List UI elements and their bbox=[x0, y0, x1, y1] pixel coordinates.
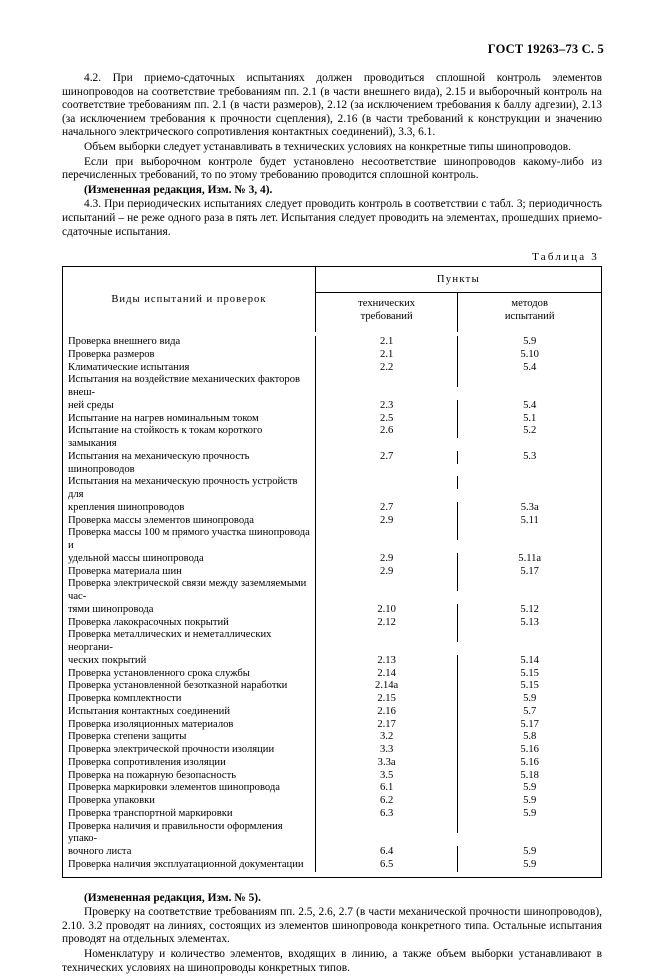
table-cell-requirement: 2.9 bbox=[316, 553, 459, 566]
table-cell-requirement: 2.14 bbox=[316, 668, 459, 681]
table-cell-method bbox=[458, 629, 601, 642]
table-cell-kind: Испытания на механическую прочность шинопроводов bbox=[63, 451, 316, 477]
table-cell-method: 5.9 bbox=[523, 846, 537, 858]
table-cell-requirement: 2.9 bbox=[316, 566, 459, 579]
table-cell-requirement: 2.16 bbox=[316, 706, 459, 719]
table-cell-requirement bbox=[316, 578, 459, 591]
table-row bbox=[63, 515, 601, 528]
table-row bbox=[63, 744, 601, 757]
table-row bbox=[63, 680, 601, 693]
table-cell-kind: Проверка сопротивления изоляции bbox=[63, 757, 316, 770]
table-row bbox=[63, 374, 601, 400]
table-row bbox=[63, 476, 601, 502]
table-row bbox=[63, 566, 601, 579]
table-cell-method: 5.11а bbox=[518, 552, 542, 564]
table-caption: Таблица 3 bbox=[532, 251, 599, 264]
table-cell-kind: Климатические испытания bbox=[63, 362, 316, 375]
table-cell-requirement: 3.3а bbox=[316, 757, 459, 770]
table-cell-kind: Проверка на пожарную безопасность bbox=[63, 770, 316, 783]
table-row bbox=[63, 336, 601, 349]
table-cell-requirement: 3.2 bbox=[316, 731, 459, 744]
table-cell-kind: Испытание на стойкость к токам короткого замыкания bbox=[63, 425, 316, 451]
table-cell-method: 5.8 bbox=[523, 731, 537, 743]
table-cell-method: 5.11 bbox=[520, 514, 539, 526]
table-cell-kind: Проверка установленной безотказной наработки bbox=[63, 680, 316, 693]
table-header-methods-line1: методов bbox=[511, 298, 548, 310]
table-cell-method: 5.15 bbox=[520, 680, 539, 692]
paragraph-nomenclature: Номенклатуру и количество элементов, входящих в линию, а также объем выборки устанавливают в технических условиях на шинопроводы конкретных типов. bbox=[62, 948, 602, 974]
table-cell-requirement: 2.10 bbox=[316, 604, 459, 617]
table-cell-method: 5.17 bbox=[520, 565, 539, 577]
table-cell-method: 5.7 bbox=[523, 705, 537, 717]
table-cell-requirement: 2.15 bbox=[316, 693, 459, 706]
table-row bbox=[63, 731, 601, 744]
table-row bbox=[63, 668, 601, 681]
table-cell-requirement: 2.13 bbox=[316, 655, 459, 668]
table-cell-kind: Испытания на воздействие механических факторов внеш- bbox=[63, 374, 316, 400]
table-cell-method: 5.9 bbox=[523, 795, 537, 807]
table-cell-kind: удельной массы шинопровода bbox=[63, 553, 316, 566]
paragraph-check-conformance: Проверку на соответствие требованиям пп. 2.5, 2.6, 2.7 (в части механической прочности шинопроводов), 2.10. 3.2 проводят на линиях, состоящих из элементов шинопровода конкретного типа. Остальные испытания проводят на отдельных элементах. bbox=[62, 906, 602, 946]
table-row bbox=[63, 808, 601, 821]
table-cell-kind: Испытания контактных соединений bbox=[63, 706, 316, 719]
table-cell-method bbox=[458, 527, 601, 540]
table-header-methods-line2: испытаний bbox=[504, 310, 555, 322]
note-revision-5: (Измененная редакция, Изм. № 5). bbox=[84, 891, 261, 904]
table-row bbox=[63, 859, 601, 872]
table-cell-method: 5.15 bbox=[520, 667, 539, 679]
table-row bbox=[63, 527, 601, 553]
table-cell-method: 5.3а bbox=[520, 501, 539, 513]
table-cell-requirement: 2.1 bbox=[316, 349, 459, 362]
table-row bbox=[63, 782, 601, 795]
table-row bbox=[63, 451, 601, 477]
table-cell-kind: Проверка наличия эксплуатационной документации bbox=[63, 859, 316, 872]
table-cell-requirement: 6.1 bbox=[316, 782, 459, 795]
table-cell-method: 5.2 bbox=[523, 425, 537, 437]
table-cell-requirement bbox=[316, 527, 459, 540]
table-cell-requirement: 2.7 bbox=[316, 502, 459, 515]
table-row bbox=[63, 617, 601, 630]
table-cell-requirement: 2.17 bbox=[316, 719, 459, 732]
table-cell-method: 5.17 bbox=[520, 718, 539, 730]
table-cell-requirement: 6.3 bbox=[316, 808, 459, 821]
table-cell-method bbox=[458, 578, 601, 591]
note-revision-3-4: (Измененная редакция, Изм. № 3, 4). bbox=[84, 183, 273, 196]
table-row bbox=[63, 362, 601, 375]
table-header-kinds: Виды испытаний и проверок bbox=[63, 267, 316, 332]
table-cell-method: 5.9 bbox=[523, 336, 537, 348]
table-cell-kind: Проверка внешнего вида bbox=[63, 336, 316, 349]
table-cell-requirement: 2.6 bbox=[316, 425, 459, 438]
table-cell-kind: Проверка размеров bbox=[63, 349, 316, 362]
table-row bbox=[63, 629, 601, 655]
table-cell-requirement bbox=[316, 374, 459, 387]
table-cell-method: 5.14 bbox=[520, 654, 539, 666]
table-cell-requirement: 3.5 bbox=[316, 770, 459, 783]
after-table-block bbox=[62, 892, 602, 976]
table-cell-method bbox=[458, 374, 601, 387]
table-row bbox=[63, 400, 601, 413]
table-cell-requirement: 6.2 bbox=[316, 795, 459, 808]
table-header bbox=[62, 266, 602, 332]
table-cell-method: 5.16 bbox=[520, 756, 539, 768]
table-cell-requirement bbox=[316, 476, 459, 489]
table-row bbox=[63, 795, 601, 808]
paragraph-sample-volume: Объем выборки следует устанавливать в технических условиях на конкретные типы шинопроводов. bbox=[84, 140, 571, 153]
table-header-group: Пункты bbox=[316, 267, 601, 293]
table-cell-method: 5.9 bbox=[523, 858, 537, 870]
table-header-methods bbox=[458, 293, 601, 332]
table-cell-kind: Испытания на механическую прочность устройств для bbox=[63, 476, 316, 502]
table-header-requirements bbox=[316, 293, 459, 332]
paragraph-4-2: 4.2. При приемо-сдаточных испытаниях должен проводиться сплошной контроль элементов шинопроводов на соответствие требованиям пп. 2.1 (в части внешнего вида), 2.15 и выборочный контроль на соответствие требованиям пп. 2.1 (в части размеров), 2.12 (за исключением требования к баллу адгезии), 2.13 (за исключением требования к прочности сцепления), 2.16 (в части требований к конструкции и значению начального электрического сопротивления контактных соединений), 3.3, 6.1. bbox=[62, 72, 602, 139]
table-row bbox=[63, 770, 601, 783]
table-cell-method: 5.1 bbox=[523, 412, 537, 424]
table-cell-method: 5.9 bbox=[523, 782, 537, 794]
table-cell-method: 5.10 bbox=[520, 348, 539, 360]
table-cell-requirement: 2.2 bbox=[316, 362, 459, 375]
table-cell-kind: Проверка маркировки элементов шинопровода bbox=[63, 782, 316, 795]
table-cell-requirement: 2.12 bbox=[316, 617, 459, 630]
table-cell-requirement: 2.9 bbox=[316, 515, 459, 528]
table-row bbox=[63, 706, 601, 719]
table-cell-requirement: 6.4 bbox=[316, 846, 459, 859]
table-cell-kind: Проверка электрической прочности изоляции bbox=[63, 744, 316, 757]
table-row bbox=[63, 757, 601, 770]
table-cell-kind: ческих покрытий bbox=[63, 655, 316, 668]
table-cell-kind: Проверка массы элементов шинопровода bbox=[63, 515, 316, 528]
table-cell-method: 5.13 bbox=[520, 616, 539, 628]
table-row bbox=[63, 425, 601, 451]
table-cell-kind: Проверка массы 100 м прямого участка шинопровода и bbox=[63, 527, 316, 553]
table-cell-method: 5.16 bbox=[520, 744, 539, 756]
table-cell-kind: вочного листа bbox=[63, 846, 316, 859]
table-row bbox=[63, 413, 601, 426]
table-cell-requirement bbox=[316, 629, 459, 642]
table-cell-method: 5.12 bbox=[520, 603, 539, 615]
table-cell-kind: Проверка изоляционных материалов bbox=[63, 719, 316, 732]
table-row bbox=[63, 846, 601, 859]
table-cell-method: 5.9 bbox=[523, 693, 537, 705]
table-cell-requirement: 3.3 bbox=[316, 744, 459, 757]
paragraph-nonconformance: Если при выборочном контроле будет установлено несоответствие шинопроводов какому-либо из перечисленных требований, то по этому требованию проводится сплошной контроль. bbox=[62, 155, 602, 182]
table-header-requirements-line2: требований bbox=[360, 310, 413, 322]
table-row bbox=[63, 693, 601, 706]
page-content bbox=[62, 72, 602, 976]
table-cell-kind: тями шинопровода bbox=[63, 604, 316, 617]
table-row bbox=[63, 502, 601, 515]
table-cell-method: 5.4 bbox=[523, 399, 537, 411]
table-cell-requirement: 2.14а bbox=[316, 680, 459, 693]
table-row bbox=[63, 553, 601, 566]
table-cell-kind: Испытание на нагрев номинальным током bbox=[63, 413, 316, 426]
table-row bbox=[63, 821, 601, 847]
table-cell-kind: Проверка упаковки bbox=[63, 795, 316, 808]
table-cell-kind: Проверка степени защиты bbox=[63, 731, 316, 744]
table-cell-kind: Проверка установленного срока службы bbox=[63, 668, 316, 681]
table-cell-method: 5.9 bbox=[523, 807, 537, 819]
table-cell-requirement: 6.5 bbox=[316, 859, 459, 872]
table-cell-kind: крепления шинопроводов bbox=[63, 502, 316, 515]
table-cell-kind: Проверка наличия и правильности оформления упако- bbox=[63, 821, 316, 847]
page-header: ГОСТ 19263–73 С. 5 bbox=[487, 42, 604, 56]
table-cell-kind: Проверка транспортной маркировки bbox=[63, 808, 316, 821]
table-cell-method: 5.4 bbox=[523, 361, 537, 373]
table-row bbox=[63, 604, 601, 617]
table-cell-requirement: 2.5 bbox=[316, 413, 459, 426]
table-cell-requirement: 2.7 bbox=[316, 451, 459, 464]
table-cell-kind: ней среды bbox=[63, 400, 316, 413]
table-cell-requirement: 2.1 bbox=[316, 336, 459, 349]
table-cell-kind: Проверка электрической связи между заземляемыми час- bbox=[63, 578, 316, 604]
table-row bbox=[63, 719, 601, 732]
table-cell-requirement bbox=[316, 821, 459, 834]
table-row bbox=[63, 349, 601, 362]
table-cell-kind: Проверка материала шин bbox=[63, 566, 316, 579]
table-body bbox=[62, 332, 602, 878]
table-cell-kind: Проверка комплектности bbox=[63, 693, 316, 706]
table-header-requirements-line1: технических bbox=[358, 298, 416, 310]
table-cell-method: 5.18 bbox=[520, 769, 539, 781]
table-cell-kind: Проверка лакокрасочных покрытий bbox=[63, 617, 316, 630]
table-cell-method bbox=[458, 476, 601, 489]
table-cell-kind: Проверка металлических и неметаллических неоргани- bbox=[63, 629, 316, 655]
paragraph-4-3: 4.3. При периодических испытаниях следует проводить контроль в соответствии с табл. 3; периодичность испытаний – не реже одного раза в пять лет. Испытания следует проводить на элементах, прошедших приемо-сдаточные испытания. bbox=[62, 198, 602, 238]
table-row bbox=[63, 578, 601, 604]
table-cell-method: 5.3 bbox=[523, 450, 537, 462]
table-row bbox=[63, 655, 601, 668]
table-cell-requirement: 2.3 bbox=[316, 400, 459, 413]
table-cell-method bbox=[458, 821, 601, 834]
